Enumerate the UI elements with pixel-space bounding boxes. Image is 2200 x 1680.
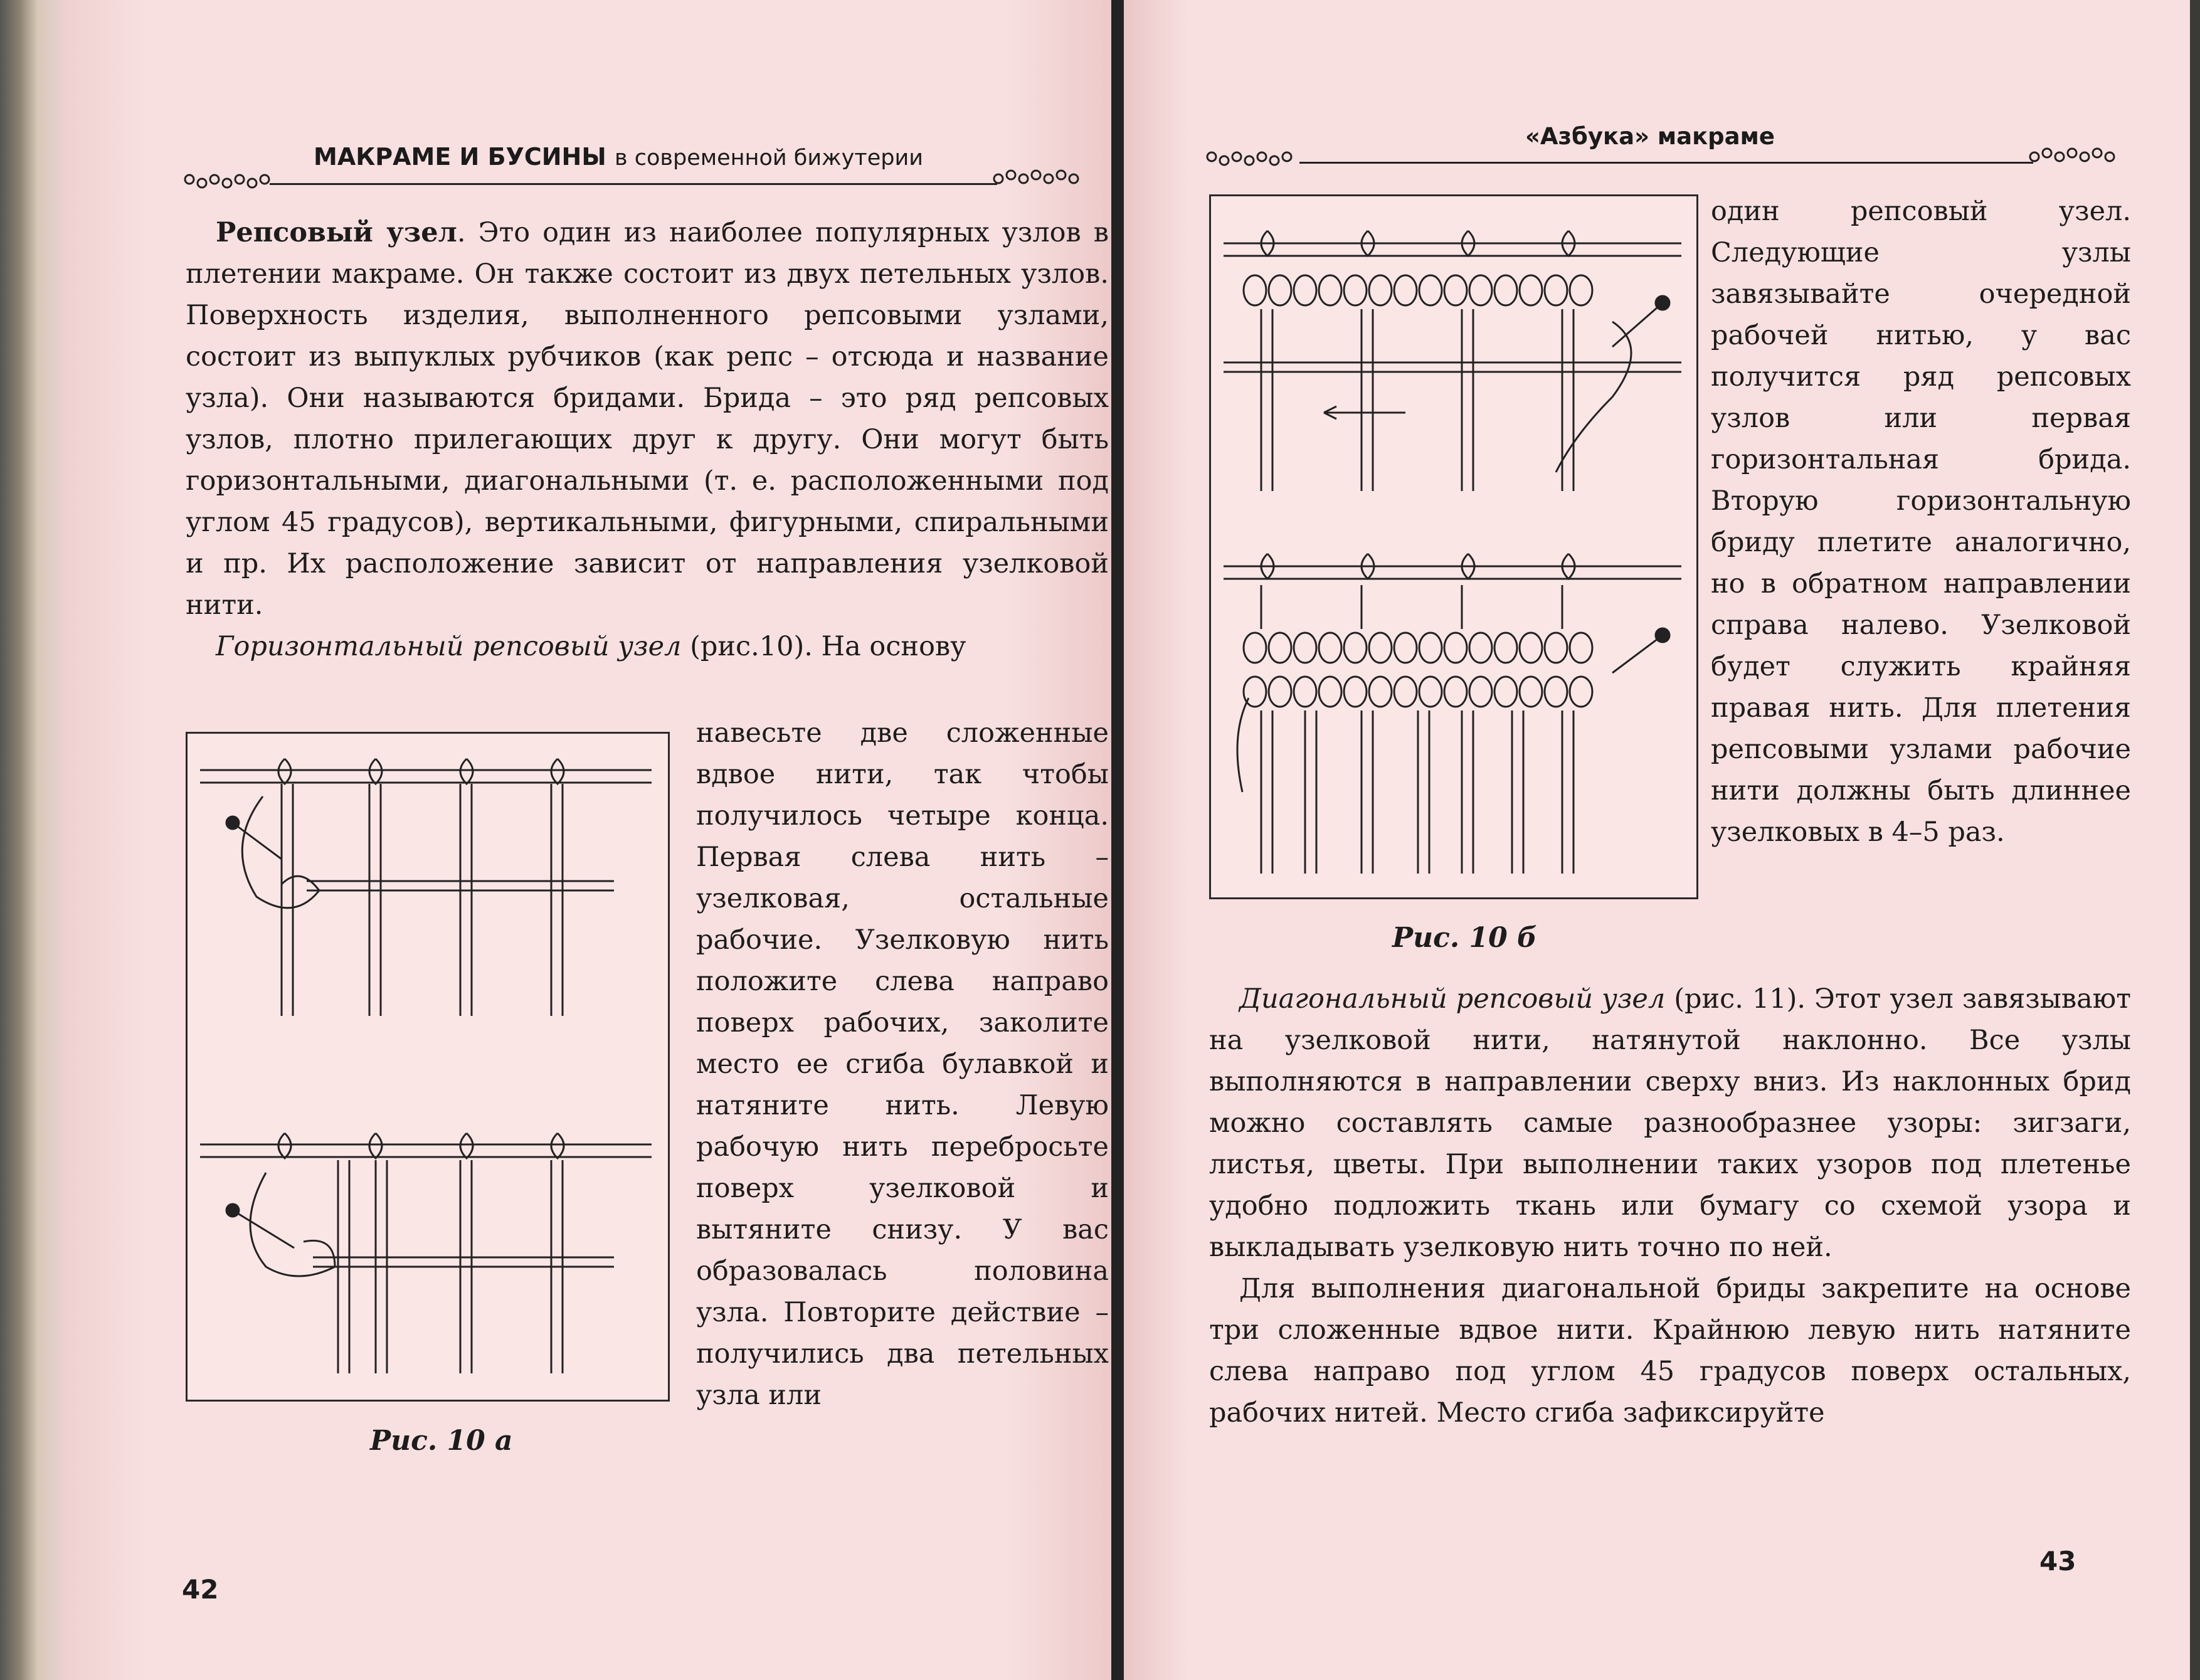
figure-10b-drawing [1211, 196, 1696, 897]
ornament-left-icon [182, 171, 295, 193]
figure-10a-drawing [188, 734, 668, 1400]
book-edge-left [0, 0, 63, 1680]
figure-10b-caption: Рис. 10 б [1392, 922, 1537, 954]
horizontal-intro-text: (рис.10). На основу [681, 631, 966, 662]
side-paragraph-right [1711, 191, 2131, 853]
header-rule-right [1299, 162, 2033, 164]
ornament-right-icon [991, 166, 1104, 189]
side-text-left: навесьте две сложенные вдвое нити, так чтобы получилось четыре конца. Первая слева нить – узелковая, остальные рабочие. Узелковую нить положите слева направо поверх рабочих, заколите место ее сгиба булавкой и натяните нить. Левую рабочую нить перебросьте поверх узелковой и вытяните снизу. У вас образовалась половина узла. Повторите действие – получились два петельных узла или [696, 717, 1109, 1411]
ornament-right-icon [2027, 144, 2140, 167]
page-number-left: 42 [182, 1574, 219, 1605]
header-subtitle: в современной бижутерии [614, 145, 923, 171]
side-text-right: один репсовый узел. Следующие узлы завязывайте очередной рабочей нитью, у вас получится ряд репсовых узлов или первая горизонтальная брида. Вторую горизонтальную бриду плетите аналогично, но в обратном направлении справа налево. Узелковой будет служить крайняя правая нить. Для плетения репсовыми узлами рабочие нити должны быть длиннее узелковых в 4–5 раз. [1711, 196, 2131, 848]
running-header [314, 143, 923, 171]
intro-text: . Это один из наиболее популярных узлов в плетении макраме. Он также состоит из двух петельных узлов. Поверхность изделия, выполненного репсовыми узлами, состоит из выпуклых рубчиков (как репс – отсюда и название узла). Они называются бридами. Брида – это ряд репсовых узлов, плотно прилегающих друг к другу. Они могут быть горизонтальными, диагональными (т. е. расположенными под углом 45 градусов), вертикальными, фигурными, спиральными и пр. Их расположение зависит от направления узелковой нити. [186, 217, 1109, 621]
header-title: МАКРАМЕ И БУСИНЫ [314, 143, 606, 171]
running-header-right: «Азбука» макраме [1525, 123, 1775, 150]
term-horizontal-knot: Горизонтальный репсовый узел [216, 631, 682, 662]
book-gutter [1111, 0, 1124, 1680]
figure-10a-caption: Рис. 10 а [370, 1425, 513, 1457]
header-rule [270, 183, 997, 185]
page-number-right: 43 [2039, 1546, 2076, 1577]
intro-paragraph-block [186, 212, 1109, 667]
term-reps-knot: Репсовый узел [216, 217, 457, 248]
side-paragraph-left [696, 712, 1109, 1416]
figure-10b [1209, 194, 1698, 899]
term-diagonal-knot: Диагональный репсовый узел [1239, 983, 1666, 1015]
figure-10a [186, 732, 670, 1402]
book-edge-right [2190, 0, 2200, 1680]
diagonal-text: (рис. 11). Этот узел завязывают на узелковой нити, натянутой наклонно. Все узлы выполняются в направлении сверху вниз. Из наклонных брид можно составлять самые разнообразнее узоры: зигзаги, листья, цветы. При выполнении таких узоров под плетенье удобно подложить ткань или бумагу со схемой узора и выкладывать узелковую нить точно по ней. [1209, 983, 2131, 1263]
diagonal-paragraph-block [1209, 978, 2131, 1434]
right-page [1124, 0, 2190, 1680]
left-page [63, 0, 1111, 1680]
paragraph-2: Для выполнения диагональной бриды закрепите на основе три сложенные вдвое нити. Крайнюю левую нить натяните слева направо под углом 45 градусов поверх остальных, рабочих нитей. Место сгиба зафиксируйте [1209, 1273, 2131, 1429]
ornament-left-icon [1204, 148, 1317, 171]
